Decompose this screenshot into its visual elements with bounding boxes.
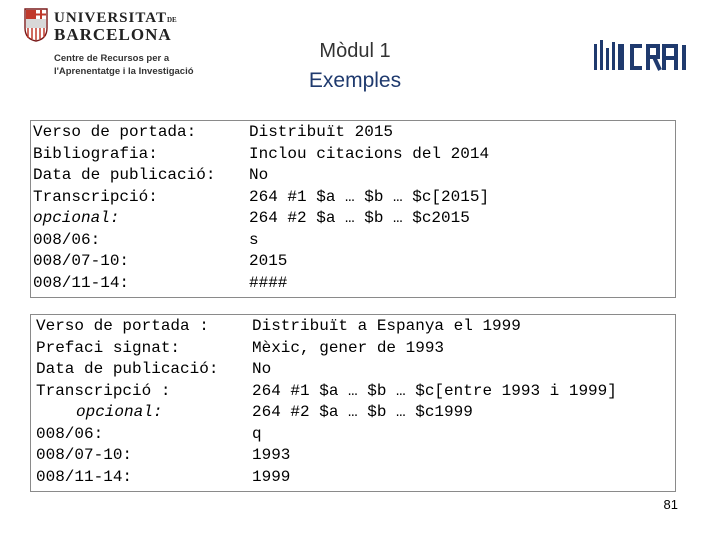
example-2-row <box>31 382 675 404</box>
example-1-row <box>31 252 675 274</box>
field-label: Bibliografia: <box>33 145 158 163</box>
example-2-row <box>31 360 675 382</box>
field-value: 264 #1 $a … $b … $c[2015] <box>249 188 490 206</box>
university-name-line1: UNIVERSITATDE <box>54 10 177 26</box>
field-value: Inclou citacions del 2014 <box>249 145 490 163</box>
ub-shield-icon <box>24 8 48 42</box>
example-1-row <box>31 209 675 231</box>
example-2-row <box>31 425 675 447</box>
example-2-box <box>30 314 676 492</box>
field-label: Prefaci signat: <box>36 339 181 357</box>
university-de: DE <box>166 16 177 24</box>
field-label: Transcripció: <box>33 188 158 206</box>
field-label: 008/11-14: <box>36 468 133 486</box>
ub-logo <box>24 6 204 86</box>
field-value: q <box>252 425 262 443</box>
example-2-row <box>31 446 675 468</box>
unit-name-line2: l'Aprenentatge i la Investigació <box>54 66 194 77</box>
field-label: 008/07-10: <box>36 446 133 464</box>
field-label: opcional: <box>76 403 163 421</box>
university-name-line2: BARCELONA <box>54 25 172 44</box>
field-label: 008/11-14: <box>33 274 130 292</box>
field-value: No <box>249 166 269 184</box>
example-2-row <box>31 317 675 339</box>
field-label: 008/07-10: <box>33 252 130 270</box>
field-value: 264 #2 $a … $b … $c1999 <box>252 403 473 421</box>
page-number: 81 <box>663 497 678 512</box>
field-value: 264 #1 $a … $b … $c[entre 1993 i 1999] <box>252 382 617 400</box>
example-1-row <box>31 145 675 167</box>
page-title: Exemples <box>308 69 402 92</box>
field-value: s <box>249 231 259 249</box>
field-label: opcional: <box>33 209 120 227</box>
field-value: Mèxic, gener de 1993 <box>252 339 445 357</box>
field-value: #### <box>249 274 288 292</box>
example-1-row <box>31 231 675 253</box>
field-value: No <box>252 360 272 378</box>
field-label: Data de publicació: <box>33 166 216 184</box>
field-label: Data de publicació: <box>36 360 219 378</box>
field-value: Distribuït 2015 <box>249 123 394 141</box>
example-2-row <box>31 403 675 425</box>
example-1-row <box>31 123 675 145</box>
field-label: 008/06: <box>36 425 104 443</box>
field-value: Distribuït a Espanya el 1999 <box>252 317 521 335</box>
field-value: 2015 <box>249 252 288 270</box>
field-label: 008/06: <box>33 231 101 249</box>
field-value: 1993 <box>252 446 291 464</box>
example-2-row <box>31 468 675 490</box>
example-1-row <box>31 274 675 296</box>
field-value: 264 #2 $a … $b … $c2015 <box>249 209 470 227</box>
example-1-row <box>31 188 675 210</box>
unit-name-line1: Centre de Recursos per a <box>54 53 170 64</box>
example-1-box <box>30 120 676 298</box>
field-label: Transcripció : <box>36 382 171 400</box>
module-label: Mòdul 1 <box>319 40 391 62</box>
field-label: Verso de portada: <box>33 123 197 141</box>
field-label: Verso de portada : <box>36 317 209 335</box>
crai-logo-icon <box>592 38 696 74</box>
example-2-row <box>31 339 675 361</box>
example-1-row <box>31 166 675 188</box>
field-value: 1999 <box>252 468 291 486</box>
